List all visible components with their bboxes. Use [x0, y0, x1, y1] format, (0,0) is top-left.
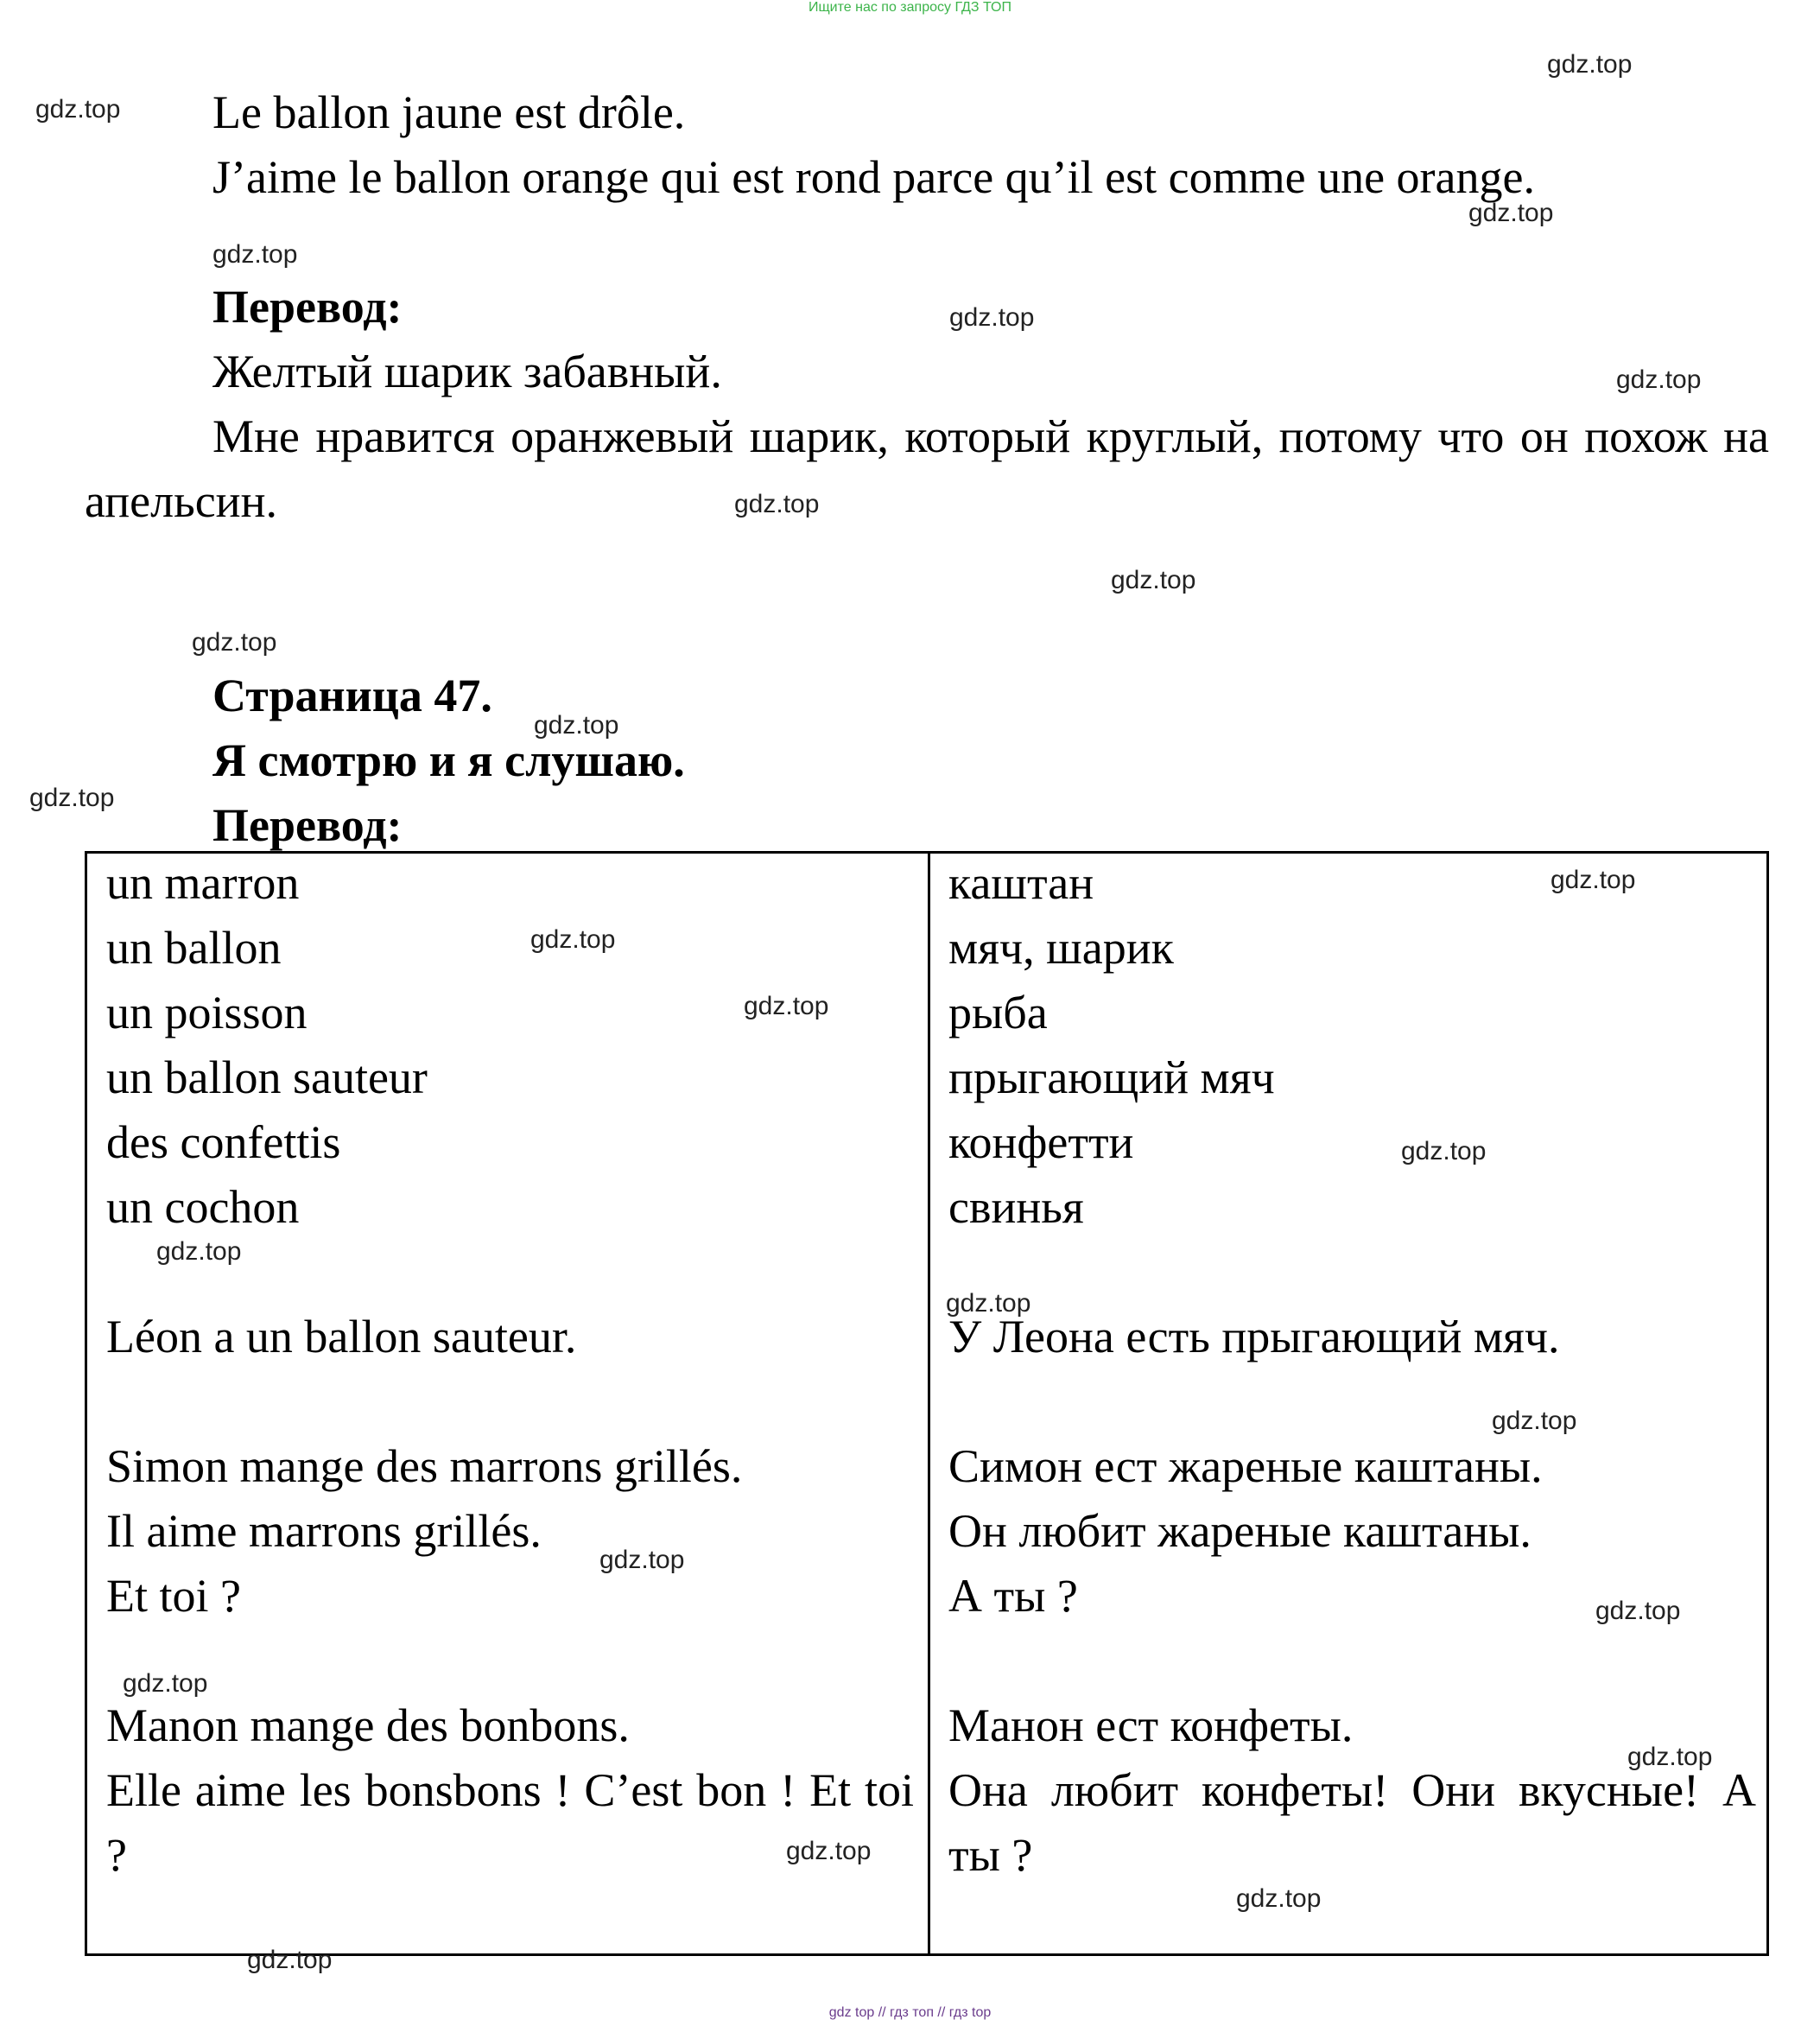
bottom-banner: gdz top // гдз топ // гдз top — [828, 2005, 992, 2020]
watermark: gdz.top — [29, 784, 115, 812]
vocab-ru: мяч, шарик — [948, 922, 1174, 974]
page-heading: Страница 47. — [212, 670, 492, 721]
sentence-fr: Et toi ? — [106, 1570, 241, 1622]
watermark: gdz.top — [1401, 1137, 1487, 1165]
translation-heading-1: Перевод: — [212, 281, 403, 333]
vocab-ru: рыба — [948, 987, 1048, 1038]
vocab-fr: un marron — [106, 857, 300, 909]
watermark: gdz.top — [123, 1669, 208, 1698]
translation-heading-2: Перевод: — [212, 799, 403, 851]
watermark: gdz.top — [1616, 365, 1702, 394]
sentence-ru: А ты ? — [948, 1570, 1078, 1622]
watermark: gdz.top — [734, 490, 820, 518]
manon-fr-line1 — [106, 1693, 914, 1758]
manon-fr-wrap: Elle aime les bonsbons ! C’est bon ! Et toi ? — [106, 1764, 914, 1881]
watermark: gdz.top — [744, 992, 829, 1020]
watermark: gdz.top — [1627, 1743, 1713, 1771]
watermark: gdz.top — [530, 925, 616, 954]
subheading: Я смотрю и я слушаю. — [212, 734, 685, 786]
vocab-fr: un ballon — [106, 922, 282, 974]
vocab-fr: un ballon sauteur — [106, 1051, 428, 1103]
sentence-fr: Manon mange des bonbons. — [106, 1699, 630, 1751]
watermark: gdz.top — [35, 95, 121, 124]
sentence-fr: Léon a un ballon sauteur. — [106, 1311, 577, 1362]
vocab-list-french — [106, 851, 914, 1240]
watermark: gdz.top — [247, 1946, 333, 1974]
french-line-2: J’aime le ballon orange qui est rond parce qu’il est comme une orange. — [212, 151, 1535, 203]
sentence-ru: Симон ест жареные каштаны. — [948, 1440, 1543, 1492]
manon-ru-wrap: Она любит конфеты! Они вкусные! А ты ? — [948, 1764, 1756, 1881]
sentence-ru: У Леона есть прыгающий мяч. — [948, 1311, 1560, 1362]
sentence-ru: Манон ест конфеты. — [948, 1699, 1354, 1751]
watermark: gdz.top — [946, 1289, 1031, 1318]
watermark: gdz.top — [1595, 1597, 1681, 1625]
vocab-ru: конфетти — [948, 1116, 1134, 1168]
sentence-fr: Il aime marrons grillés. — [106, 1505, 542, 1557]
vocab-fr: un cochon — [106, 1181, 300, 1233]
translation-table — [85, 851, 1769, 1956]
watermark: gdz.top — [192, 628, 277, 657]
top-banner: Ищите нас по запросу ГДЗ ТОП — [809, 0, 1011, 15]
vocab-ru: прыгающий мяч — [948, 1051, 1275, 1103]
watermark: gdz.top — [949, 303, 1035, 332]
leon-fr — [106, 1305, 914, 1369]
watermark: gdz.top — [599, 1546, 685, 1574]
vocab-ru: каштан — [948, 857, 1094, 909]
column-divider — [928, 854, 930, 1953]
watermark: gdz.top — [534, 711, 619, 740]
watermark: gdz.top — [156, 1237, 242, 1266]
watermark: gdz.top — [1236, 1884, 1322, 1913]
watermark: gdz.top — [1547, 50, 1633, 79]
sentence-fr: Simon mange des marrons grillés. — [106, 1440, 743, 1492]
vocab-fr: un poisson — [106, 987, 308, 1038]
leon-ru — [948, 1305, 1756, 1369]
russian-line-1: Желтый шарик забавный. — [212, 346, 722, 397]
watermark: gdz.top — [1468, 199, 1554, 227]
simon-fr — [106, 1434, 914, 1629]
vocab-fr: des confettis — [106, 1116, 341, 1168]
vocab-ru: свинья — [948, 1181, 1084, 1233]
french-line-1: Le ballon jaune est drôle. — [212, 86, 686, 138]
watermark: gdz.top — [1111, 566, 1196, 594]
watermark: gdz.top — [212, 240, 298, 269]
sentence-ru: Он любит жареные каштаны. — [948, 1505, 1531, 1557]
russian-paragraph: Мне нравится оранжевый шарик, который круглый, потому что он похож на апельсин. — [85, 410, 1769, 527]
watermark: gdz.top — [1492, 1407, 1577, 1435]
watermark: gdz.top — [786, 1837, 872, 1865]
watermark: gdz.top — [1550, 866, 1636, 894]
vocab-list-russian — [948, 851, 1756, 1240]
